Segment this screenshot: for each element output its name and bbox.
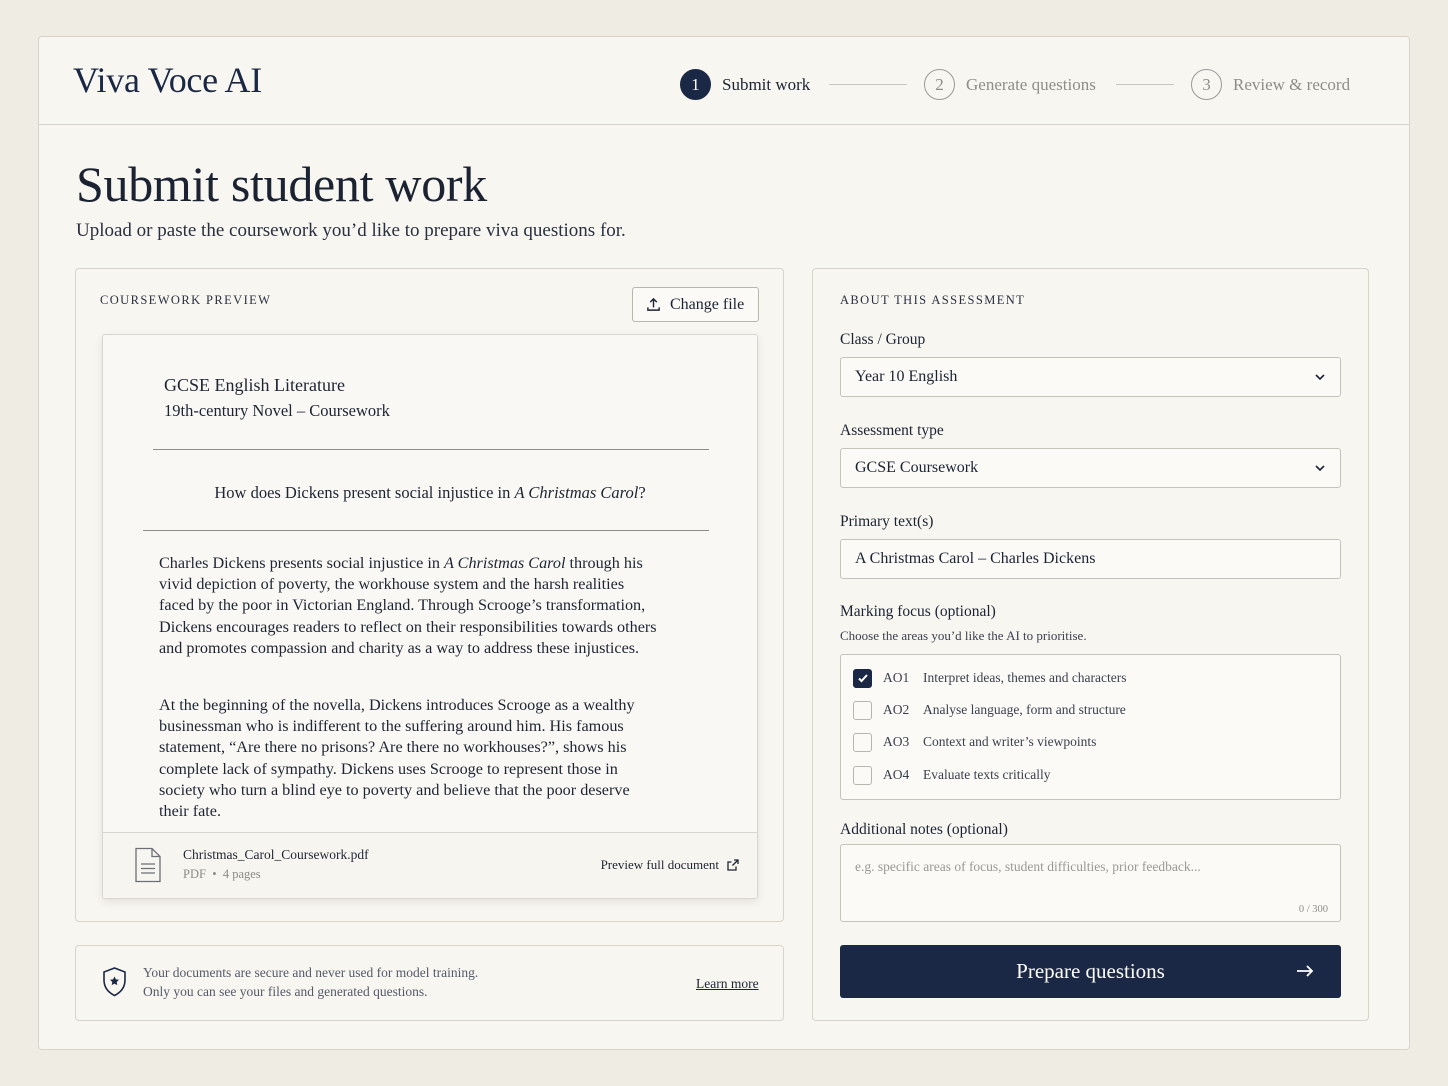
step-label: Generate questions [966, 74, 1096, 94]
external-link-icon [727, 859, 739, 871]
check-icon [857, 672, 869, 684]
step-number: 1 [680, 69, 711, 100]
step-connector [829, 84, 907, 85]
checkbox-checked[interactable] [853, 669, 872, 688]
document-icon [133, 847, 163, 883]
checkbox[interactable] [853, 733, 872, 752]
focus-option-ao2[interactable] [853, 700, 1126, 720]
doc-subject: GCSE English Literature [164, 375, 345, 395]
class-select[interactable] [840, 357, 1341, 397]
assessment-details-card [812, 268, 1369, 1021]
primary-text-value: A Christmas Carol – Charles Dickens [855, 550, 1096, 567]
prepare-questions-button[interactable] [840, 945, 1341, 998]
file-info-bar [103, 832, 757, 898]
focus-option-ao4[interactable] [853, 765, 1050, 785]
learn-more-link[interactable]: Learn more [696, 976, 759, 991]
primary-text-label: Primary text(s) [840, 513, 934, 530]
step-label: Submit work [722, 74, 811, 94]
primary-text-input[interactable] [840, 539, 1341, 579]
step-connector [1116, 84, 1174, 85]
page-subtitle: Upload or paste the coursework you’d like to prepare viva questions for. [76, 220, 626, 241]
step-generate-questions[interactable] [924, 69, 1096, 100]
focus-text: Context and writer’s viewpoints [923, 734, 1097, 749]
doc-paragraph-2: At the beginning of the novella, Dickens introduces Scrooge as a wealthy businessman who is indifferent to the suffering around him. His famous statement, “Are there no prisons? Are there no workhouses?”, shows his complete lack of sympathy. Dickens uses Scrooge to represent those in society who turn a blind eye to poverty and believe that the poor deserve their fate. [159, 696, 635, 821]
step-number: 2 [924, 69, 955, 100]
step-label: Review & record [1233, 74, 1351, 94]
focus-option-ao3[interactable] [853, 732, 1096, 752]
assessment-type-label: Assessment type [840, 422, 944, 439]
change-file-label: Change file [670, 295, 745, 313]
checkbox[interactable] [853, 701, 872, 720]
notes-textarea[interactable] [840, 844, 1341, 922]
step-review-record[interactable] [1191, 69, 1350, 100]
arrow-right-icon [1295, 961, 1315, 981]
notes-label: Additional notes (optional) [840, 821, 1008, 838]
upload-icon [646, 297, 661, 312]
focus-text: Analyse language, form and structure [923, 702, 1126, 717]
checkbox[interactable] [853, 766, 872, 785]
focus-text: Evaluate texts critically [923, 767, 1051, 782]
focus-text: Interpret ideas, themes and characters [923, 670, 1127, 685]
section-heading: COURSEWORK PREVIEW [100, 293, 272, 307]
character-counter: 0 / 300 [1298, 904, 1328, 915]
marking-focus-help: Choose the areas you’d like the AI to prioritise. [840, 628, 1087, 643]
focus-code: AO1 [883, 670, 910, 685]
focus-option-ao1[interactable] [853, 668, 1127, 688]
doc-unit: 19th-century Novel – Coursework [164, 401, 390, 420]
focus-code: AO4 [883, 767, 910, 782]
app-logo[interactable]: Viva Voce AI [73, 60, 262, 100]
top-bar [39, 37, 1409, 125]
preview-full-document-link[interactable]: Preview full document [601, 857, 739, 873]
change-file-button[interactable] [632, 287, 759, 322]
file-name: Christmas_Carol_Coursework.pdf [183, 847, 369, 862]
assessment-type-select[interactable] [840, 448, 1341, 488]
shield-icon [101, 966, 128, 998]
file-meta: PDF • 4 pages [183, 867, 261, 881]
doc-question: How does Dickens present social injustice in A Christmas Carol? [214, 483, 646, 502]
assessment-type-value: GCSE Coursework [855, 459, 979, 476]
security-notice [75, 945, 784, 1021]
section-heading: ABOUT THIS ASSESSMENT [840, 293, 1026, 307]
app-frame [38, 36, 1410, 1050]
doc-paragraph-1: Charles Dickens presents social injustice in A Christmas Carol through his vivid depiction of poverty, the workhouse system and the harsh realities faced by the poor in Victorian England. Through Scrooge’s transformation, Dickens encourages readers to reflect on their responsibilities towards others and promotes compassion and charity as a way to address these injustices. [159, 554, 657, 657]
doc-divider [153, 449, 709, 450]
coursework-preview-card [75, 268, 784, 922]
focus-code: AO2 [883, 702, 910, 717]
doc-divider [143, 530, 709, 531]
notes-placeholder: e.g. specific areas of focus, student difficulties, prior feedback... [855, 859, 1201, 874]
page-title: Submit student work [76, 156, 487, 212]
chevron-down-icon [1314, 462, 1326, 474]
marking-focus-list [840, 654, 1341, 800]
prepare-questions-label: Prepare questions [1016, 959, 1165, 983]
step-number: 3 [1191, 69, 1222, 100]
marking-focus-label: Marking focus (optional) [840, 603, 996, 620]
step-submit-work[interactable] [680, 69, 810, 100]
chevron-down-icon [1314, 371, 1326, 383]
security-text: Your documents are secure and never used for model training. Only you can see your files and generated questions. [143, 965, 479, 999]
class-value: Year 10 English [855, 368, 958, 385]
document-preview[interactable] [102, 334, 758, 899]
focus-code: AO3 [883, 734, 910, 749]
class-label: Class / Group [840, 331, 926, 348]
